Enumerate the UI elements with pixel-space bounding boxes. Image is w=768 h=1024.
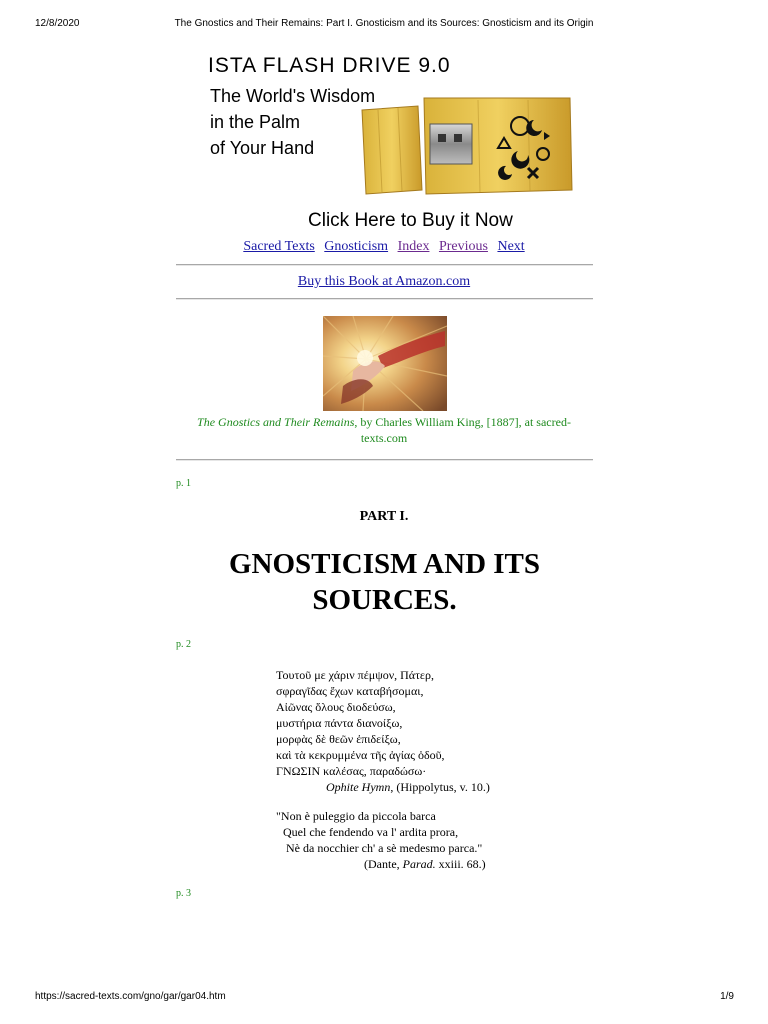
nav-gnosticism-link[interactable]: Gnosticism bbox=[324, 239, 389, 254]
divider-middle bbox=[176, 298, 593, 300]
buy-amazon-link[interactable]: Buy this Book at Amazon.com bbox=[297, 274, 471, 289]
book-attribution bbox=[186, 414, 582, 446]
heading-line-2: SOURCES. bbox=[312, 584, 457, 616]
nav-next-link[interactable]: Next bbox=[497, 239, 525, 254]
divider-top bbox=[176, 264, 593, 266]
print-url: https://sacred-texts.com/gno/gar/gar04.htm bbox=[35, 991, 226, 1002]
print-footer bbox=[0, 991, 768, 1005]
dante-quote bbox=[276, 808, 486, 872]
part-label: PART I. bbox=[359, 509, 409, 524]
hymn-line: μορφὰς δὲ θεῶν ἐπιδείξω, bbox=[276, 732, 401, 746]
quote-ref-post: xxiii. 68.) bbox=[435, 857, 486, 871]
banner-line-1: The World's Wisdom bbox=[210, 86, 376, 106]
hymn-line: Αἰῶνας ὅλους διοδεύσω, bbox=[276, 700, 396, 714]
hymn-ref-title: Ophite Hymn bbox=[326, 780, 391, 794]
chapter-heading bbox=[176, 546, 593, 618]
nav-index-link[interactable]: Index bbox=[397, 239, 430, 254]
print-page-count: 1/9 bbox=[720, 991, 734, 1002]
quote-ref-work: Parad. bbox=[402, 857, 436, 871]
hymn-reference bbox=[276, 779, 490, 795]
nav-bar bbox=[0, 239, 768, 255]
print-page-title: The Gnostics and Their Remains: Part I. Gnosticism and its Sources: Gnosticism and its Origin bbox=[174, 18, 594, 29]
print-date: 12/8/2020 bbox=[35, 18, 80, 29]
hymn-line: Τουτοῦ με χάριν πέμψον, Πάτερ, bbox=[276, 668, 434, 682]
page-marker-2: p. 2 bbox=[176, 639, 191, 650]
banner-buy-now[interactable]: Click Here to Buy it Now bbox=[308, 210, 513, 231]
quote-reference bbox=[276, 856, 486, 872]
page-marker-1: p. 1 bbox=[176, 478, 191, 489]
quote-line-3: Nè da nocchier ch' a sè medesmo parca." bbox=[286, 841, 483, 855]
banner-line-2: in the Palm bbox=[210, 112, 301, 132]
attribution-book-title: The Gnostics and Their Remains bbox=[197, 415, 355, 429]
divider-bottom bbox=[176, 459, 593, 461]
flash-drive-banner[interactable] bbox=[198, 48, 578, 238]
quote-line-1: "Non è puleggio da piccola barca bbox=[276, 809, 436, 823]
quote-line-2: Quel che fendendo va l' ardita prora, bbox=[283, 825, 459, 839]
nav-sacred-texts-link[interactable]: Sacred Texts bbox=[243, 239, 315, 254]
page-marker-3: p. 3 bbox=[176, 888, 191, 899]
heading-line-1: GNOSTICISM AND ITS bbox=[228, 548, 541, 580]
greek-hymn bbox=[276, 667, 490, 795]
hymn-line: σφραγῖδας ἔχων καταβήσομαι, bbox=[276, 684, 424, 698]
amazon-row bbox=[0, 274, 768, 290]
hymn-ref-source: , (Hippolytus, v. 10.) bbox=[390, 780, 490, 794]
banner-line-3: of Your Hand bbox=[210, 138, 315, 158]
flash-drive-image bbox=[358, 96, 573, 196]
book-cover-illustration bbox=[323, 316, 447, 411]
hymn-line: καὶ τὰ κεκρυμμένα τῆς ἁγίας ὁδοῦ, bbox=[276, 748, 445, 762]
quote-ref-pre: (Dante, bbox=[364, 857, 403, 871]
hymn-line: μυστήρια πάντα διανοίξω, bbox=[276, 716, 403, 730]
print-header bbox=[0, 18, 768, 32]
nav-previous-link[interactable]: Previous bbox=[438, 239, 488, 254]
hymn-line: ΓΝΩΣΙΝ καλέσας, παραδώσω· bbox=[276, 764, 427, 778]
attribution-rest: , by Charles William King, [1887], at sacred-texts.com bbox=[354, 415, 571, 445]
banner-title: ISTA FLASH DRIVE 9.0 bbox=[208, 54, 451, 77]
